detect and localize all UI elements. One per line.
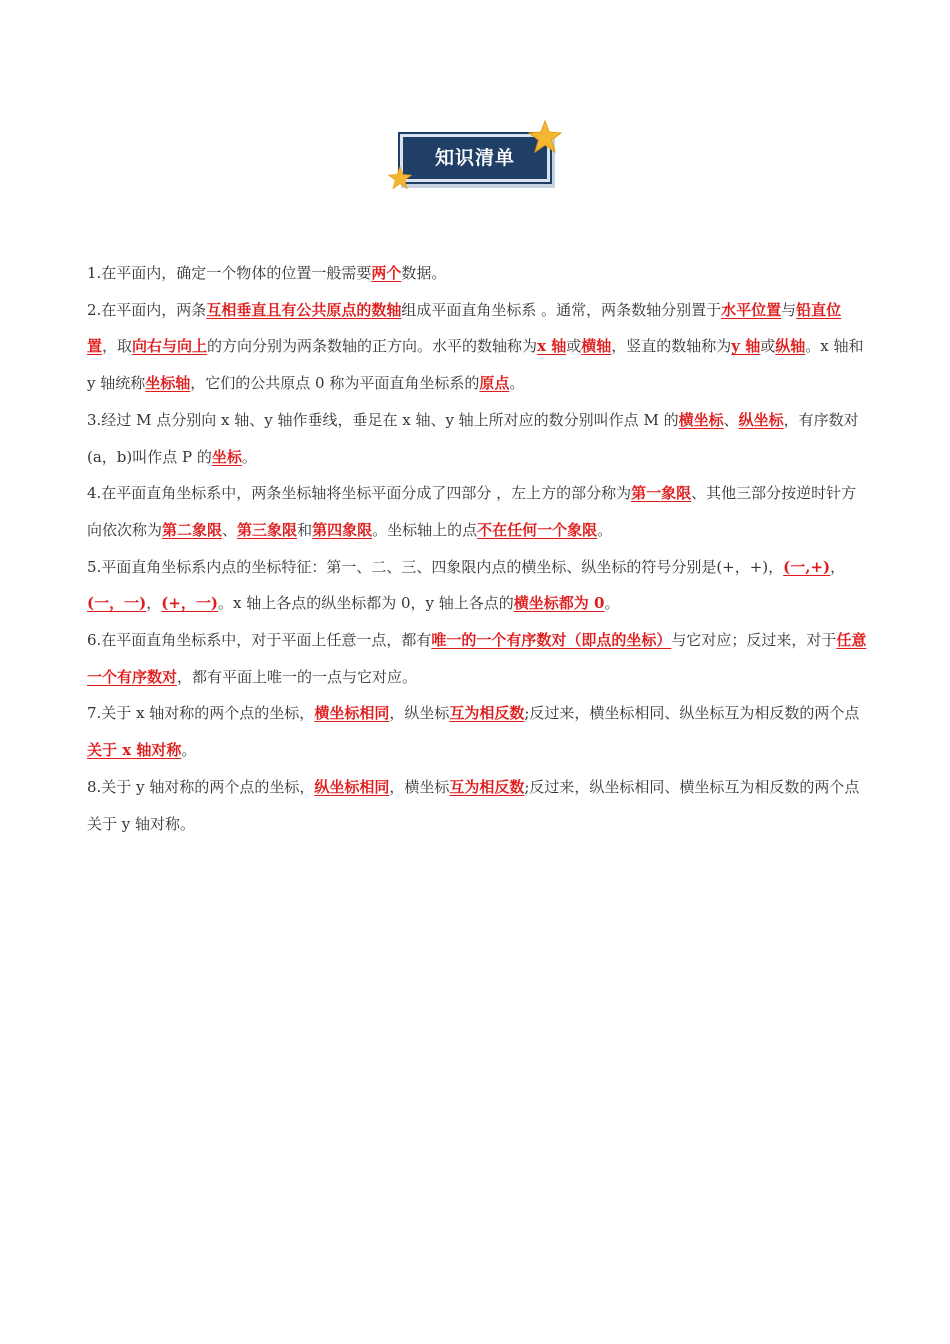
star-icon (388, 166, 412, 190)
highlighted-term: 互为相反数 (449, 777, 525, 796)
highlighted-term: 第二象限 (162, 520, 223, 539)
highlighted-term: 原点 (479, 374, 510, 393)
item-text: 。 (181, 741, 197, 760)
item-text: ，横坐标 (389, 777, 450, 796)
item-text: 、 (222, 520, 238, 539)
highlighted-term: (一，一) (87, 594, 147, 613)
item-text: 。 (604, 594, 620, 613)
highlighted-term: (+，一) (161, 594, 218, 613)
item-text: ，都有平面上唯一的一点与它对应。 (177, 667, 418, 686)
item-text: 和 (297, 520, 313, 539)
item-text: 6.在平面直角坐标系中，对于平面上任意一点，都有 (87, 631, 432, 650)
item-text: ，纵坐标 (389, 704, 450, 723)
highlighted-term: (一,+) (783, 557, 831, 576)
highlighted-term: 第四象限 (312, 520, 373, 539)
item-text: 。x 轴和 y 轴统称 (87, 337, 864, 393)
item-text: 5.平面直角坐标系内点的坐标特征：第一、二、三、四象限内点的横坐标、纵坐标的符号分别是(+，+)， (87, 557, 784, 576)
item-text: 与它对应；反过来，对于 (671, 631, 837, 650)
list-item (87, 622, 867, 695)
highlighted-term: 任意一个有序数对 (87, 631, 867, 686)
highlighted-term: 向右与向上 (132, 337, 208, 356)
star-icon (528, 120, 562, 154)
highlighted-term: 水平位置 (721, 300, 782, 319)
item-text: 、 (723, 410, 739, 429)
item-text: 。坐标轴上的点 (372, 520, 478, 539)
item-text: ;反过来，横坐标相同、纵坐标互为相反数的两个点 (524, 704, 860, 723)
list-item (87, 695, 867, 768)
item-text: ，有序数对(a，b)叫作点 P 的 (87, 410, 859, 466)
item-text: ，它们的公共原点 0 称为平面直角坐标系的 (190, 374, 480, 393)
highlighted-term: 纵坐标相同 (314, 777, 390, 796)
item-text: 4.在平面直角坐标系中，两条坐标轴将坐标平面分成了四部分 ，左上方的部分称为 (87, 484, 632, 503)
highlighted-term: 铅直位置 (87, 300, 842, 356)
item-text: 8.关于 y 轴对称的两个点的坐标， (87, 777, 315, 796)
highlighted-term: 互为相反数 (449, 704, 525, 723)
item-text: 2.在平面内，两条 (87, 300, 207, 319)
item-text: 、其他三部分按逆时针方向依次称为 (87, 484, 857, 539)
item-text: ， (146, 594, 162, 613)
item-text: 或 (760, 337, 776, 356)
item-text: 。 (241, 447, 257, 466)
title-banner (388, 118, 568, 196)
highlighted-term: y 轴 (731, 337, 761, 356)
highlighted-term: x 轴 (537, 337, 567, 356)
highlighted-term: 横坐标相同 (314, 704, 390, 723)
highlighted-term: 关于 x 轴对称 (87, 741, 182, 760)
page-title: 知识清单 (434, 147, 515, 169)
highlighted-term: 横轴 (581, 337, 612, 356)
item-text: 。 (509, 374, 525, 393)
list-item (87, 292, 867, 402)
highlighted-term: 互相垂直且有公共原点的数轴 (206, 300, 402, 319)
item-text: 。 (597, 520, 613, 539)
highlighted-term: 横坐标 (678, 410, 724, 429)
highlighted-term: 不在任何一个象限 (477, 520, 598, 539)
item-text: ，竖直的数轴称为 (611, 337, 732, 356)
item-text: 。x 轴上各点的纵坐标都为 0，y 轴上各点的 (217, 594, 514, 613)
knowledge-list (87, 255, 867, 842)
list-item (87, 402, 867, 475)
highlighted-term: 坐标轴 (145, 374, 191, 393)
highlighted-term: 唯一的一个有序数对（即点的坐标） (431, 631, 672, 650)
item-text: 数据。 (401, 264, 447, 282)
item-text: 组成平面直角坐标系 。通常，两条数轴分别置于 (401, 300, 722, 319)
highlighted-term: 第三象限 (237, 520, 298, 539)
item-text: 1.在平面内，确定一个物体的位置一般需要 (87, 264, 372, 282)
item-text: 7.关于 x 轴对称的两个点的坐标， (87, 704, 315, 723)
list-item (87, 549, 867, 622)
item-text: ;反过来，纵坐标相同、横坐标互为相反数的两个点关于 y 轴对称。 (87, 777, 860, 833)
item-text: 的方向分别为两条数轴的正方向。水平的数轴称为 (207, 337, 538, 356)
highlighted-term: 坐标 (211, 447, 242, 466)
list-item (87, 475, 867, 548)
item-text: 或 (566, 337, 582, 356)
list-item (87, 255, 867, 292)
item-text: 3.经过 M 点分别向 x 轴、y 轴作垂线，垂足在 x 轴、y 轴上所对应的数分别叫作点 M 的 (87, 410, 679, 429)
highlighted-term: 纵轴 (775, 337, 806, 356)
item-text: 与 (781, 300, 797, 319)
item-text: ，取 (102, 337, 133, 356)
item-text: ， (830, 557, 846, 576)
highlighted-term: 第一象限 (631, 484, 692, 503)
highlighted-term: 横坐标都为 0 (513, 594, 605, 613)
list-item (87, 769, 867, 842)
highlighted-term: 两个 (371, 264, 402, 282)
highlighted-term: 纵坐标 (738, 410, 784, 429)
